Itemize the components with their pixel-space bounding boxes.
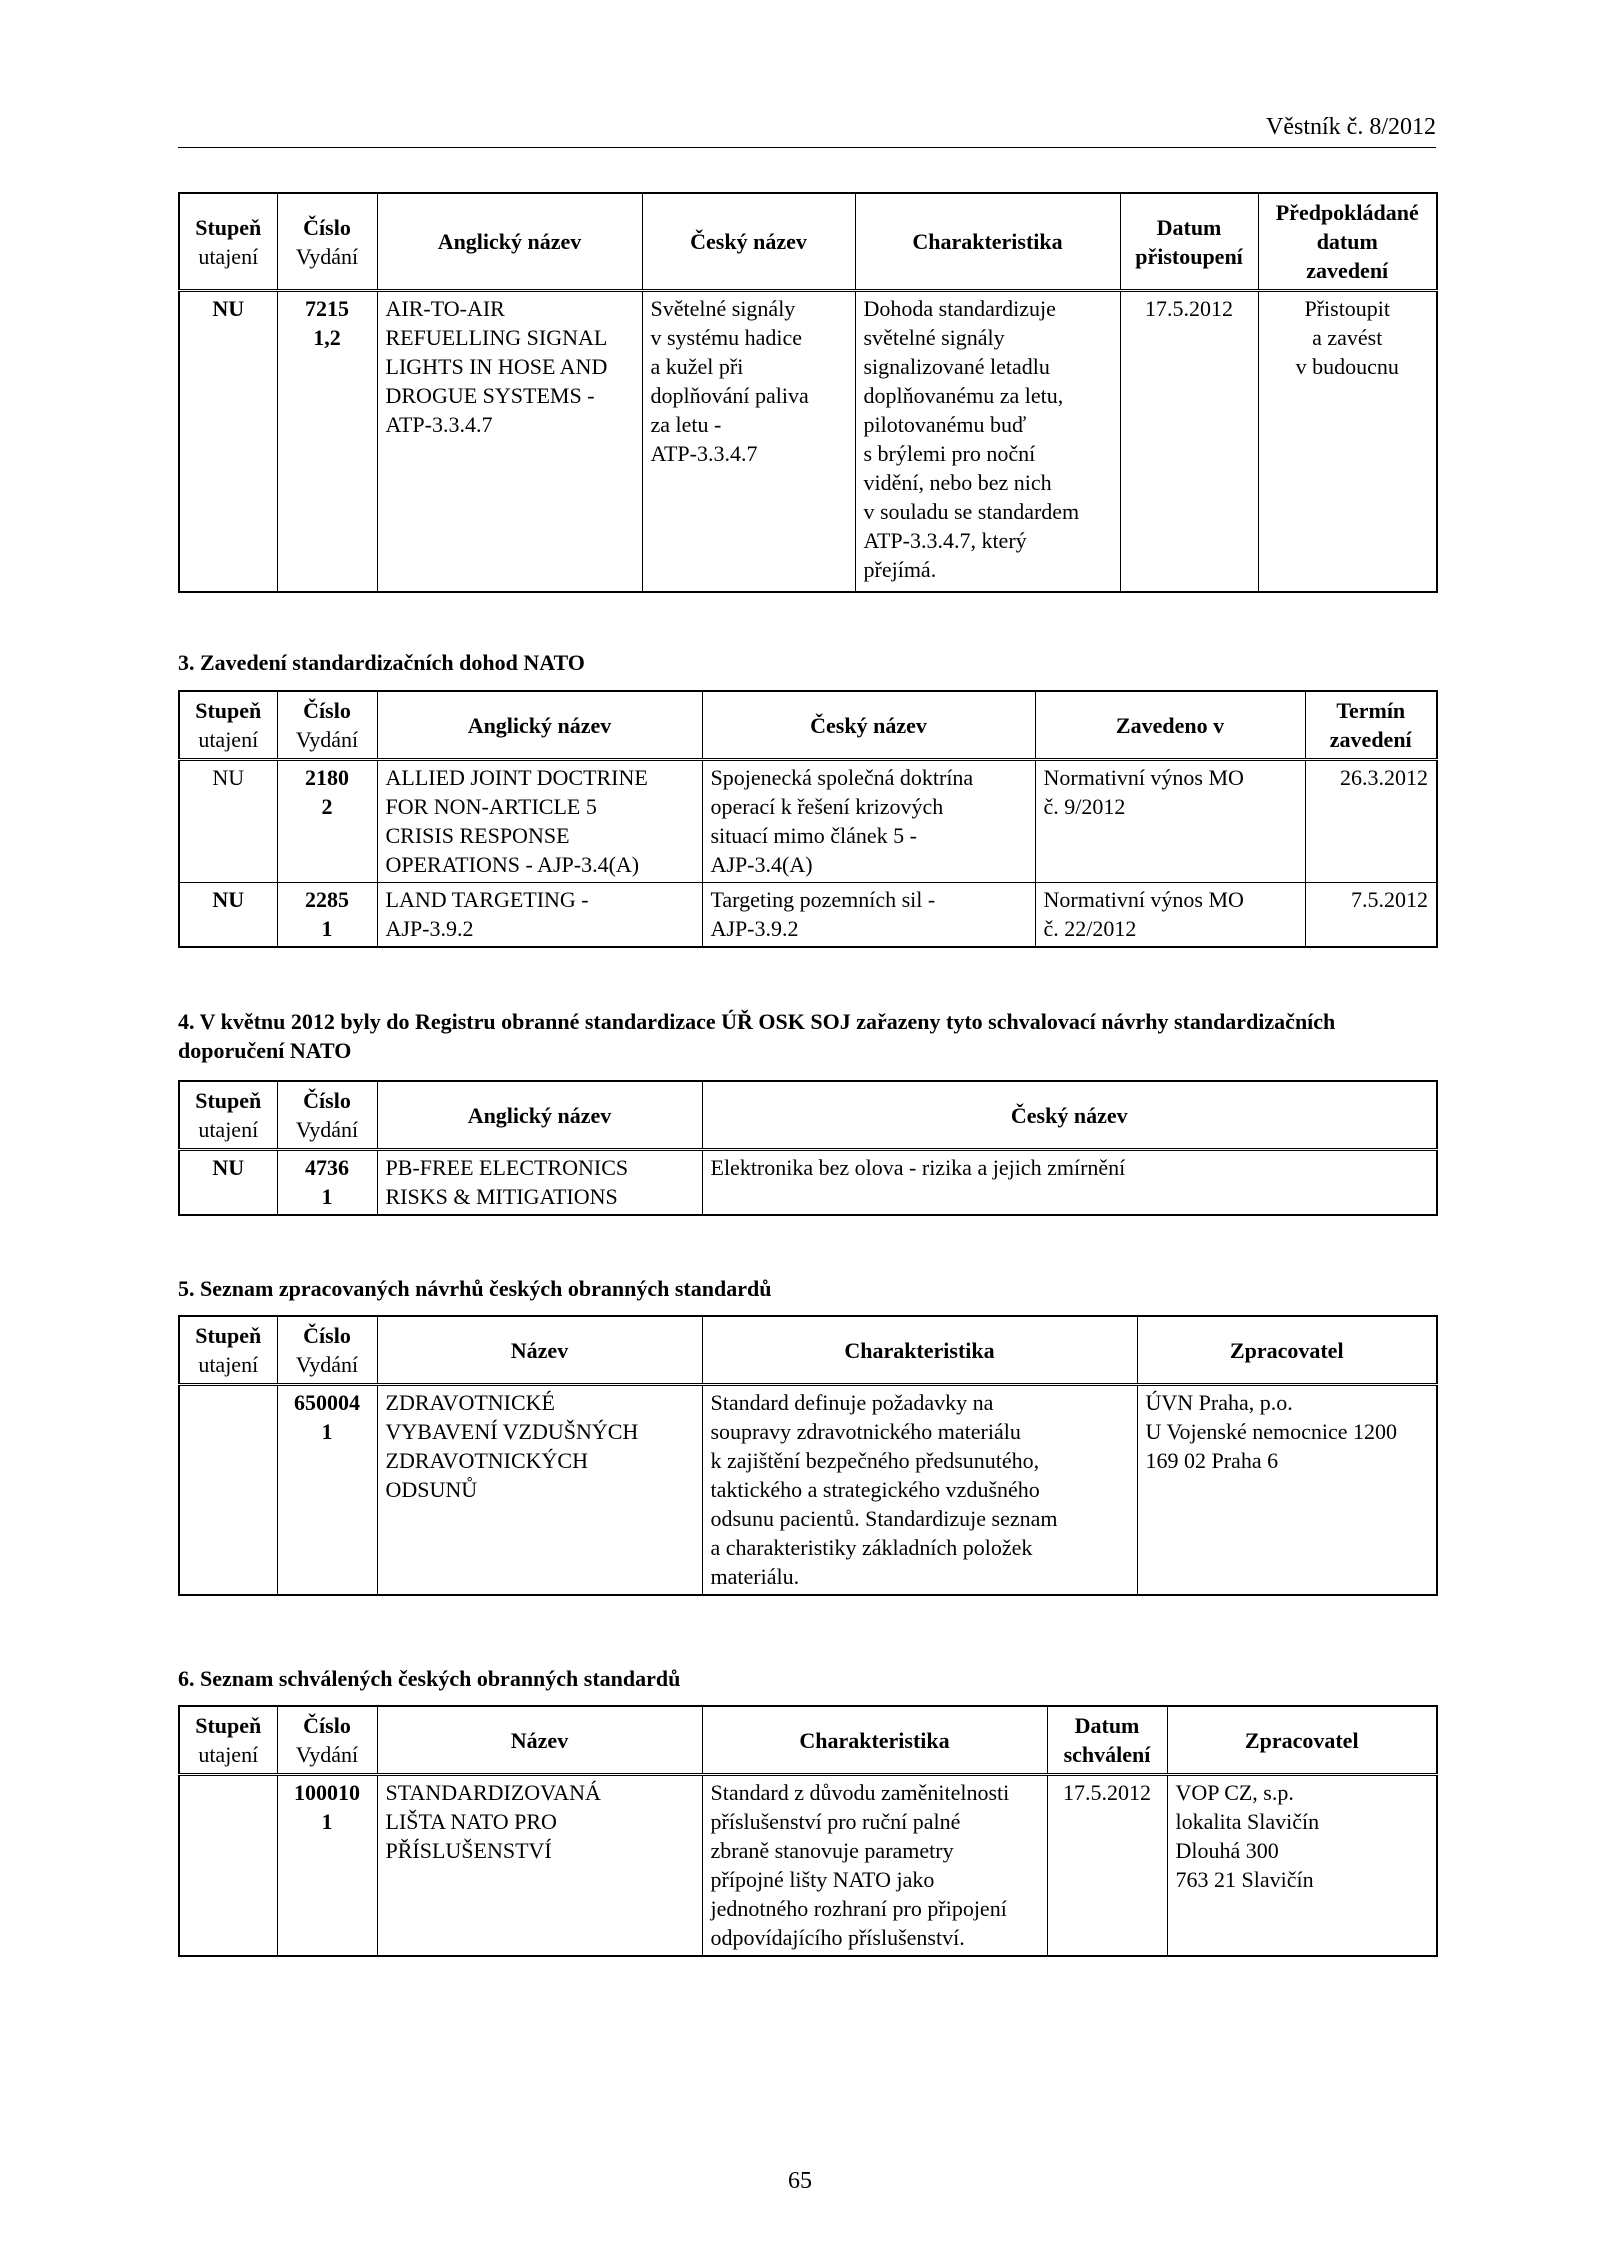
cell-datum: 17.5.2012 (1047, 1775, 1167, 1957)
col-header-nazev: Název (377, 1316, 702, 1385)
page-header (178, 112, 1436, 142)
col-header-cislo: Číslo Vydání (277, 1706, 377, 1775)
table-header-row (179, 691, 1437, 760)
col-header-charakteristika: Charakteristika (702, 1706, 1047, 1775)
table-row (179, 760, 1437, 883)
cell-termin: 7.5.2012 (1305, 883, 1437, 948)
table-row (179, 1775, 1437, 1957)
col-header-datum: Datum schválení (1047, 1706, 1167, 1775)
col-header-zpracovatel: Zpracovatel (1137, 1316, 1437, 1385)
cell-stupen: NU (179, 1150, 277, 1216)
table-row (179, 1150, 1437, 1216)
cell-stupen: NU (179, 883, 277, 948)
table-accession (178, 192, 1438, 593)
journal-title: Věstník č. 8/2012 (1266, 114, 1436, 140)
col-header-stupen: Stupeň utajení (179, 691, 277, 760)
header-divider (178, 147, 1436, 148)
cell-cesky: Spojenecká společná doktrína operací k řešení krizových situací mimo článek 5 - AJP-3.4(A) (702, 760, 1035, 883)
col-header-anglicky: Anglický název (377, 691, 702, 760)
col-header-stupen: Stupeň utajení (179, 193, 277, 291)
cell-nazev: ZDRAVOTNICKÉ VYBAVENÍ VZDUŠNÝCH ZDRAVOTNICKÝCH ODSUNŮ (377, 1385, 702, 1596)
cell-predpokladane: Přistoupit a zavést v budoucnu (1258, 291, 1437, 592)
section-3-title: 3. Zavedení standardizačních dohod NATO (178, 650, 585, 675)
cell-termin: 26.3.2012 (1305, 760, 1437, 883)
section-5-title: 5. Seznam zpracovaných návrhů českých obranných standardů (178, 1276, 772, 1301)
cell-anglicky: LAND TARGETING - AJP-3.9.2 (377, 883, 702, 948)
cell-zavedeno: Normativní výnos MO č. 22/2012 (1035, 883, 1305, 948)
cell-zpracovatel: ÚVN Praha, p.o. U Vojenské nemocnice 1200 169 02 Praha 6 (1137, 1385, 1437, 1596)
cell-stupen: NU (179, 291, 277, 592)
col-header-zpracovatel: Zpracovatel (1167, 1706, 1437, 1775)
cell-cislo: 4736 1 (277, 1150, 377, 1216)
col-header-nazev: Název (377, 1706, 702, 1775)
table-section-3 (178, 690, 1438, 948)
table-section-4 (178, 1080, 1438, 1216)
cell-cislo: 2285 1 (277, 883, 377, 948)
col-header-cislo: Číslo Vydání (277, 1316, 377, 1385)
col-header-cislo: Číslo Vydání (277, 1081, 377, 1150)
section-6-title: 6. Seznam schválených českých obranných standardů (178, 1666, 681, 1691)
cell-cislo: 2180 2 (277, 760, 377, 883)
cell-cislo: 100010 1 (277, 1775, 377, 1957)
col-header-cislo: Číslo Vydání (277, 193, 377, 291)
cell-datum: 17.5.2012 (1120, 291, 1258, 592)
col-header-stupen: Stupeň utajení (179, 1081, 277, 1150)
cell-zavedeno: Normativní výnos MO č. 9/2012 (1035, 760, 1305, 883)
cell-stupen: NU (179, 760, 277, 883)
col-header-stupen: Stupeň utajení (179, 1316, 277, 1385)
table-row (179, 883, 1437, 948)
cell-cesky: Targeting pozemních sil - AJP-3.9.2 (702, 883, 1035, 948)
cell-cesky: Elektronika bez olova - rizika a jejich zmírnění (702, 1150, 1437, 1216)
table-header-row (179, 193, 1437, 291)
table-section-6 (178, 1705, 1438, 1957)
col-header-cesky: Český název (702, 691, 1035, 760)
cell-cislo: 650004 1 (277, 1385, 377, 1596)
cell-charakteristika: Standard z důvodu zaměnitelnosti příslušenství pro ruční palné zbraně stanovuje parametry přípojné lišty NATO jako jednotného rozhraní pro připojení odpovídajícího příslušenství. (702, 1775, 1047, 1957)
col-header-predpokladane: Předpokládané datum zavedení (1258, 193, 1437, 291)
cell-anglicky: ALLIED JOINT DOCTRINE FOR NON-ARTICLE 5 CRISIS RESPONSE OPERATIONS - AJP-3.4(A) (377, 760, 702, 883)
col-header-termin: Termín zavedení (1305, 691, 1437, 760)
col-header-datum: Datum přistoupení (1120, 193, 1258, 291)
col-header-zavedeno: Zavedeno v (1035, 691, 1305, 760)
table-header-row (179, 1316, 1437, 1385)
col-header-anglicky: Anglický název (377, 193, 642, 291)
cell-stupen (179, 1775, 277, 1957)
table-row (179, 291, 1437, 592)
col-header-charakteristika: Charakteristika (855, 193, 1120, 291)
table-header-row (179, 1081, 1437, 1150)
cell-anglicky: PB-FREE ELECTRONICS RISKS & MITIGATIONS (377, 1150, 702, 1216)
section-4-title: 4. V květnu 2012 byly do Registru obranné standardizace ÚŘ OSK SOJ zařazeny tyto schvalovací návrhy standardizačních doporučení NATO (178, 1009, 1336, 1063)
table-row (179, 1385, 1437, 1596)
table-section-5 (178, 1315, 1438, 1596)
cell-cislo: 7215 1,2 (277, 291, 377, 592)
cell-cesky: Světelné signály v systému hadice a kužel při doplňování paliva za letu - ATP-3.3.4.7 (642, 291, 855, 592)
page-number: 65 (788, 2168, 812, 2194)
col-header-cislo: Číslo Vydání (277, 691, 377, 760)
col-header-charakteristika: Charakteristika (702, 1316, 1137, 1385)
cell-nazev: STANDARDIZOVANÁ LIŠTA NATO PRO PŘÍSLUŠENSTVÍ (377, 1775, 702, 1957)
col-header-stupen: Stupeň utajení (179, 1706, 277, 1775)
cell-anglicky: AIR-TO-AIR REFUELLING SIGNAL LIGHTS IN HOSE AND DROGUE SYSTEMS - ATP-3.3.4.7 (377, 291, 642, 592)
table-header-row (179, 1706, 1437, 1775)
cell-stupen (179, 1385, 277, 1596)
col-header-cesky: Český název (702, 1081, 1437, 1150)
cell-charakteristika: Dohoda standardizuje světelné signály signalizované letadlu doplňovanému za letu, pilotovanému buď s brýlemi pro noční vidění, nebo bez nich v souladu se standardem ATP-3.3.4.7, který přejímá. (855, 291, 1120, 592)
col-header-cesky: Český název (642, 193, 855, 291)
cell-zpracovatel: VOP CZ, s.p. lokalita Slavičín Dlouhá 300 763 21 Slavičín (1167, 1775, 1437, 1957)
col-header-anglicky: Anglický název (377, 1081, 702, 1150)
cell-charakteristika: Standard definuje požadavky na soupravy zdravotnického materiálu k zajištění bezpečného předsunutého, taktického a strategického vzdušného odsunu pacientů. Standardizuje seznam a charakteristiky základních položek materiálu. (702, 1385, 1137, 1596)
